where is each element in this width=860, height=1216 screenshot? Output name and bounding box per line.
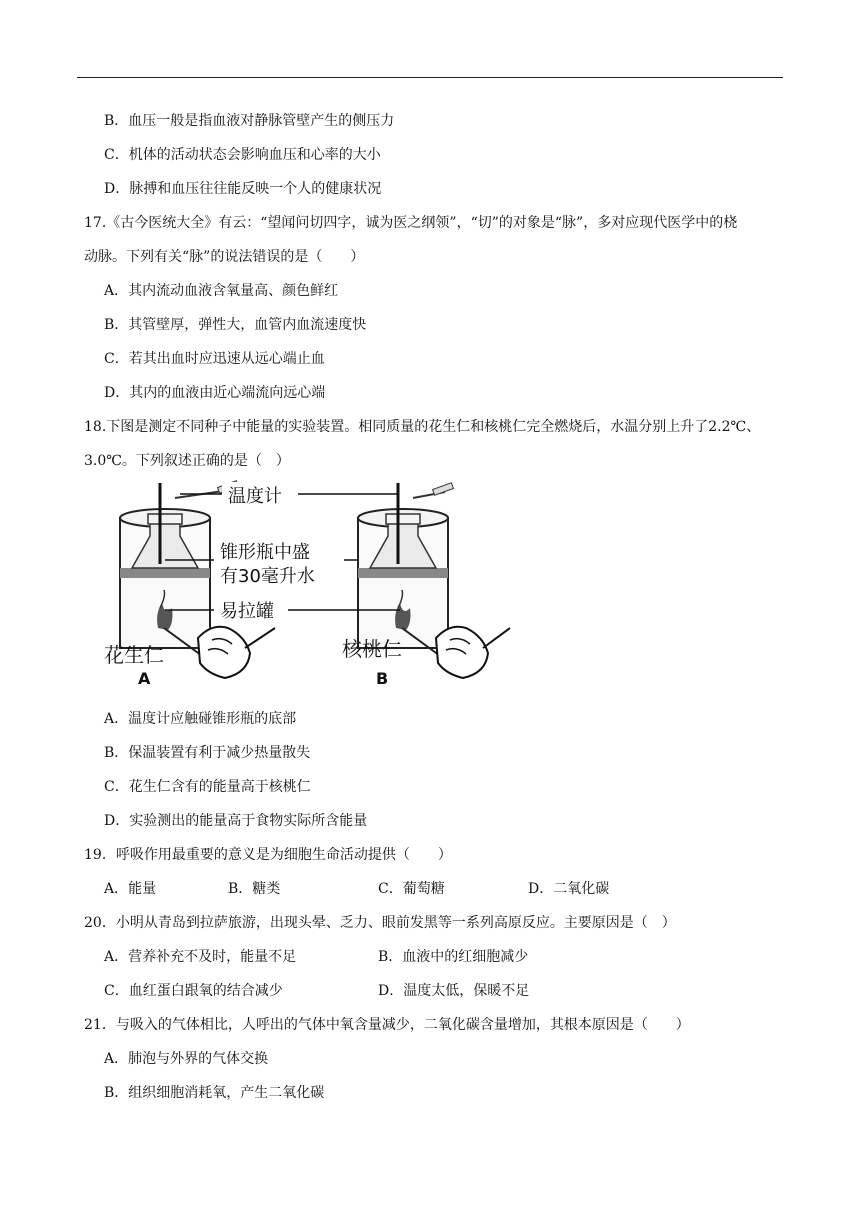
label-flask-line2: 有30毫升水 [220,566,315,587]
q17-stem-line2: 动脉。下列有关“脉”的说法错误的是（ ） [84,249,365,265]
q21-option-a: A．肺泡与外界的气体交换 [104,1051,269,1067]
q17-option-a: A．其内流动血液含氧量高、颜色鲜红 [104,283,339,299]
q17-option-b: B．其管壁厚，弹性大，血管内血流速度快 [104,317,367,333]
q17-option-d: D．其内的血液由近心端流向远心端 [104,385,326,401]
q17-option-c: C．若其出血时应迅速从远心端止血 [104,351,325,367]
q16-option-b: B．血压一般是指血液对静脉管壁产生的侧压力 [104,113,395,129]
label-flask-line1: 锥形瓶中盛 [220,542,310,563]
q19-option-b: B．糖类 [228,881,281,897]
label-thermometer: 温度计 [228,486,282,507]
q18-option-b: B．保温装置有利于减少热量散失 [104,745,311,761]
q19-options [0,880,860,898]
label-b: B [376,669,389,688]
q16-option-c: C．机体的活动状态会影响血压和心率的大小 [104,147,381,163]
header-rule [77,77,783,78]
q16-option-d: D．脉搏和血压往往能反映一个人的健康状况 [104,181,382,197]
q17-stem-line1: 17.《古今医统大全》有云：“望闻问切四字，诚为医之纲领”，“切”的对象是“脉”，多对应现代医学中的桡 [84,215,738,231]
q21-option-b: B．组织细胞消耗氧，产生二氧化碳 [104,1085,325,1101]
q19-stem: 19．呼吸作用最重要的意义是为细胞生命活动提供（ ） [84,847,452,863]
q20-option-a: A．营养补充不及时，能量不足 [104,949,297,965]
label-a: A [138,669,151,688]
q19-option-c: C．葡萄糖 [378,881,445,897]
q18-option-d: D．实验测出的能量高于食物实际所含能量 [104,813,368,829]
q18-option-a: A．温度计应触碰锥形瓶的底部 [104,711,297,727]
experiment-figure [100,478,520,692]
q20-option-d: D．温度太低，保暖不足 [378,983,530,999]
q18-stem-line2: 3.0℃。下列叙述正确的是（ ） [84,453,290,469]
label-peanut: 花生仁 [104,643,164,667]
q18-option-c: C．花生仁含有的能量高于核桃仁 [104,779,311,795]
q18-stem-line1: 18.下图是测定不同种子中能量的实验装置。相同质量的花生仁和核桃仁完全燃烧后，水温分别上升了2.2℃、 [84,419,761,435]
q21-stem: 21．与吸入的气体相比，人呼出的气体中氧含量减少，二氧化碳含量增加，其根本原因是（ ） [84,1017,690,1033]
label-walnut: 核桃仁 [342,637,402,661]
hand-a-icon [198,627,275,678]
label-can: 易拉罐 [220,601,274,622]
q19-option-d: D．二氧化碳 [528,881,610,897]
q19-option-a: A．能量 [104,881,157,897]
q20-option-b: B．血液中的红细胞减少 [378,949,529,965]
hand-b-icon [436,627,510,678]
q20-option-c: C．血红蛋白跟氧的结合减少 [104,983,283,999]
q20-stem: 20．小明从青岛到拉萨旅游，出现头晕、乏力、眼前发黑等一系列高原反应。主要原因是（ ） [84,915,676,931]
apparatus-b [358,483,453,658]
